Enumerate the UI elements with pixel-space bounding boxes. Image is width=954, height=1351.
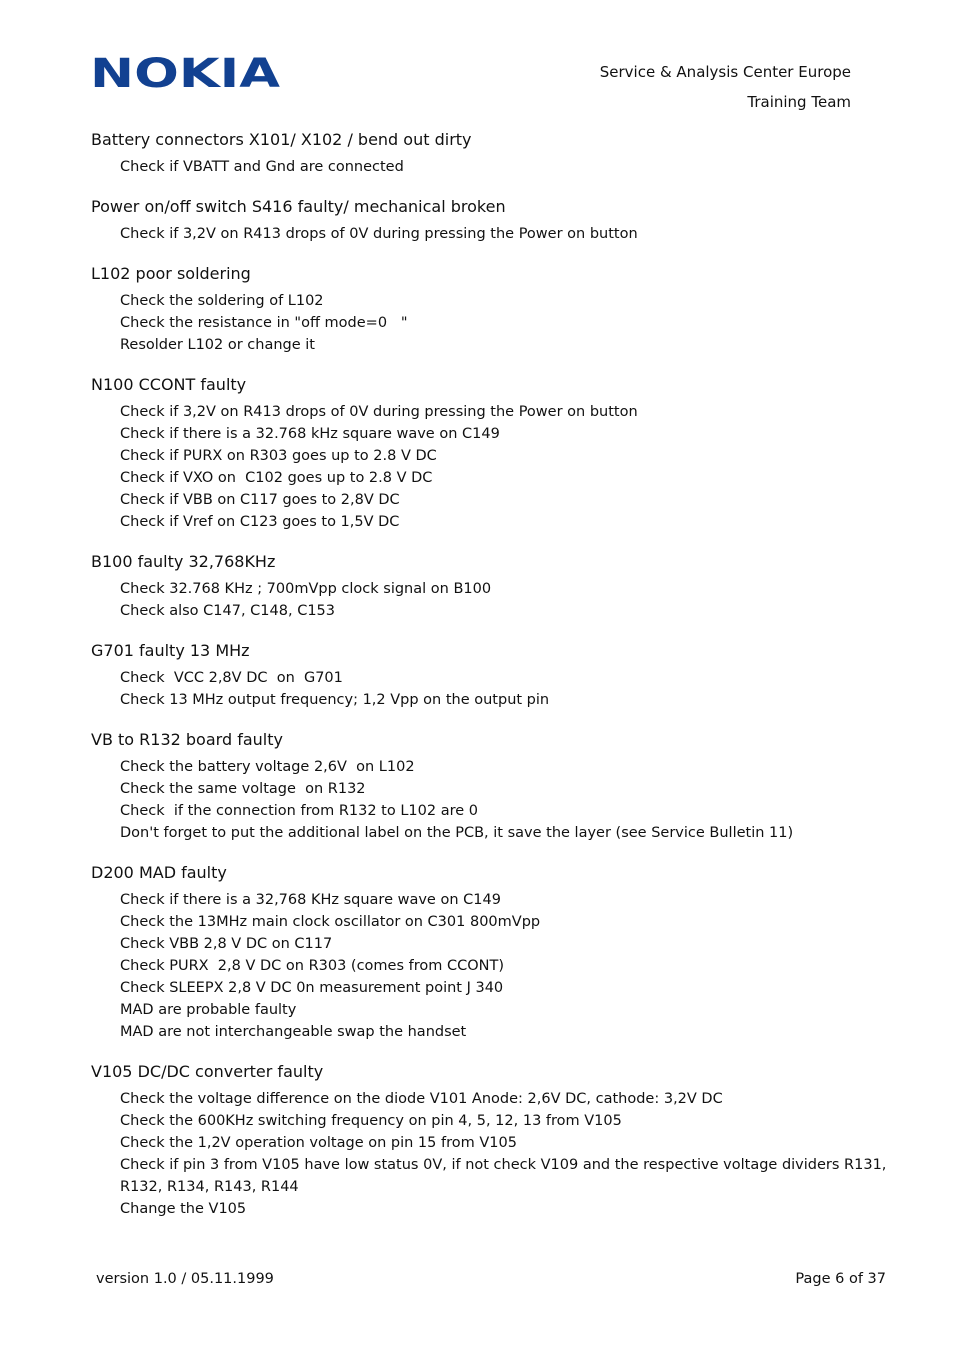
check-step: Check if there is a 32.768 kHz square wave on C149 [120, 426, 500, 442]
section [91, 862, 921, 1043]
team-name: Training Team [747, 93, 851, 111]
section [91, 263, 921, 356]
section [91, 640, 921, 711]
check-step: Check VCC 2,8V DC on G701 [120, 670, 343, 686]
section-title: VB to R132 board faulty [91, 730, 283, 749]
check-step: Check 13 MHz output frequency; 1,2 Vpp on the output pin [120, 692, 550, 708]
check-step: Check 32.768 KHz ; 700mVpp clock signal on B100 [120, 581, 492, 597]
check-step: Check the same voltage on R132 [120, 781, 366, 797]
check-step: Check if 3,2V on R413 drops of 0V during pressing the Power on button [120, 226, 638, 242]
document-body [91, 129, 921, 1238]
check-step: Check if pin 3 from V105 have low status 0V, if not check V109 and the respective voltage dividers R131, R132, R134, R143, R144 [120, 1157, 887, 1195]
footer-page-number: Page 6 of 37 [795, 1271, 886, 1287]
check-step: Check if there is a 32,768 KHz square wave on C149 [120, 892, 501, 908]
check-step: Resolder L102 or change it [120, 337, 315, 353]
check-step: Check also C147, C148, C153 [120, 603, 336, 619]
section-title: Power on/off switch S416 faulty/ mechanical broken [91, 197, 506, 216]
svg-text:NOKIA: NOKIA [90, 55, 281, 89]
check-step: Check the 1,2V operation voltage on pin 15 from V105 [120, 1135, 517, 1151]
check-step: Check if VBB on C117 goes to 2,8V DC [120, 492, 400, 508]
check-step: Check if VBATT and Gnd are connected [120, 159, 404, 175]
check-step: Check if Vref on C123 goes to 1,5V DC [120, 514, 400, 530]
check-step: Check the resistance in "off mode=0 " [120, 315, 408, 331]
section [91, 729, 921, 844]
header-info [600, 57, 851, 117]
nokia-logo [90, 55, 282, 89]
check-step: Don't forget to put the additional label on the PCB, it save the layer (see Service Bulletin 11) [120, 825, 794, 841]
section-title: N100 CCONT faulty [91, 375, 247, 394]
check-step: MAD are not interchangeable swap the handset [120, 1024, 467, 1040]
section-title: V105 DC/DC converter faulty [91, 1062, 324, 1081]
check-step: Check if PURX on R303 goes up to 2.8 V DC [120, 448, 437, 464]
section-title: B100 faulty 32,768KHz [91, 552, 276, 571]
check-step: Check if the connection from R132 to L102 are 0 [120, 803, 478, 819]
section [91, 1061, 921, 1220]
section [91, 374, 921, 533]
check-step: Check if VXO on C102 goes up to 2.8 V DC [120, 470, 433, 486]
check-step: Check the soldering of L102 [120, 293, 324, 309]
section [91, 196, 921, 245]
section-title: D200 MAD faulty [91, 863, 227, 882]
check-step: Check the voltage difference on the diode V101 Anode: 2,6V DC, cathode: 3,2V DC [120, 1091, 723, 1107]
check-step: Check SLEEPX 2,8 V DC 0n measurement point J 340 [120, 980, 504, 996]
section-title: L102 poor soldering [91, 264, 251, 283]
org-name: Service & Analysis Center Europe [599, 63, 851, 81]
section [91, 551, 921, 622]
check-step: Check if 3,2V on R413 drops of 0V during pressing the Power on button [120, 404, 638, 420]
check-step: Check VBB 2,8 V DC on C117 [120, 936, 333, 952]
section-title: G701 faulty 13 MHz [91, 641, 250, 660]
section [91, 129, 921, 178]
check-step: Change the V105 [120, 1201, 247, 1217]
check-step: Check the 600KHz switching frequency on pin 4, 5, 12, 13 from V105 [120, 1113, 622, 1129]
check-step: Check the 13MHz main clock oscillator on C301 800mVpp [120, 914, 541, 930]
check-step: MAD are probable faulty [120, 1002, 297, 1018]
footer-version: version 1.0 / 05.11.1999 [96, 1271, 274, 1287]
check-step: Check PURX 2,8 V DC on R303 (comes from CCONT) [120, 958, 505, 974]
section-title: Battery connectors X101/ X102 / bend out dirty [91, 130, 472, 149]
check-step: Check the battery voltage 2,6V on L102 [120, 759, 415, 775]
nokia-logo-graphic [90, 55, 282, 89]
